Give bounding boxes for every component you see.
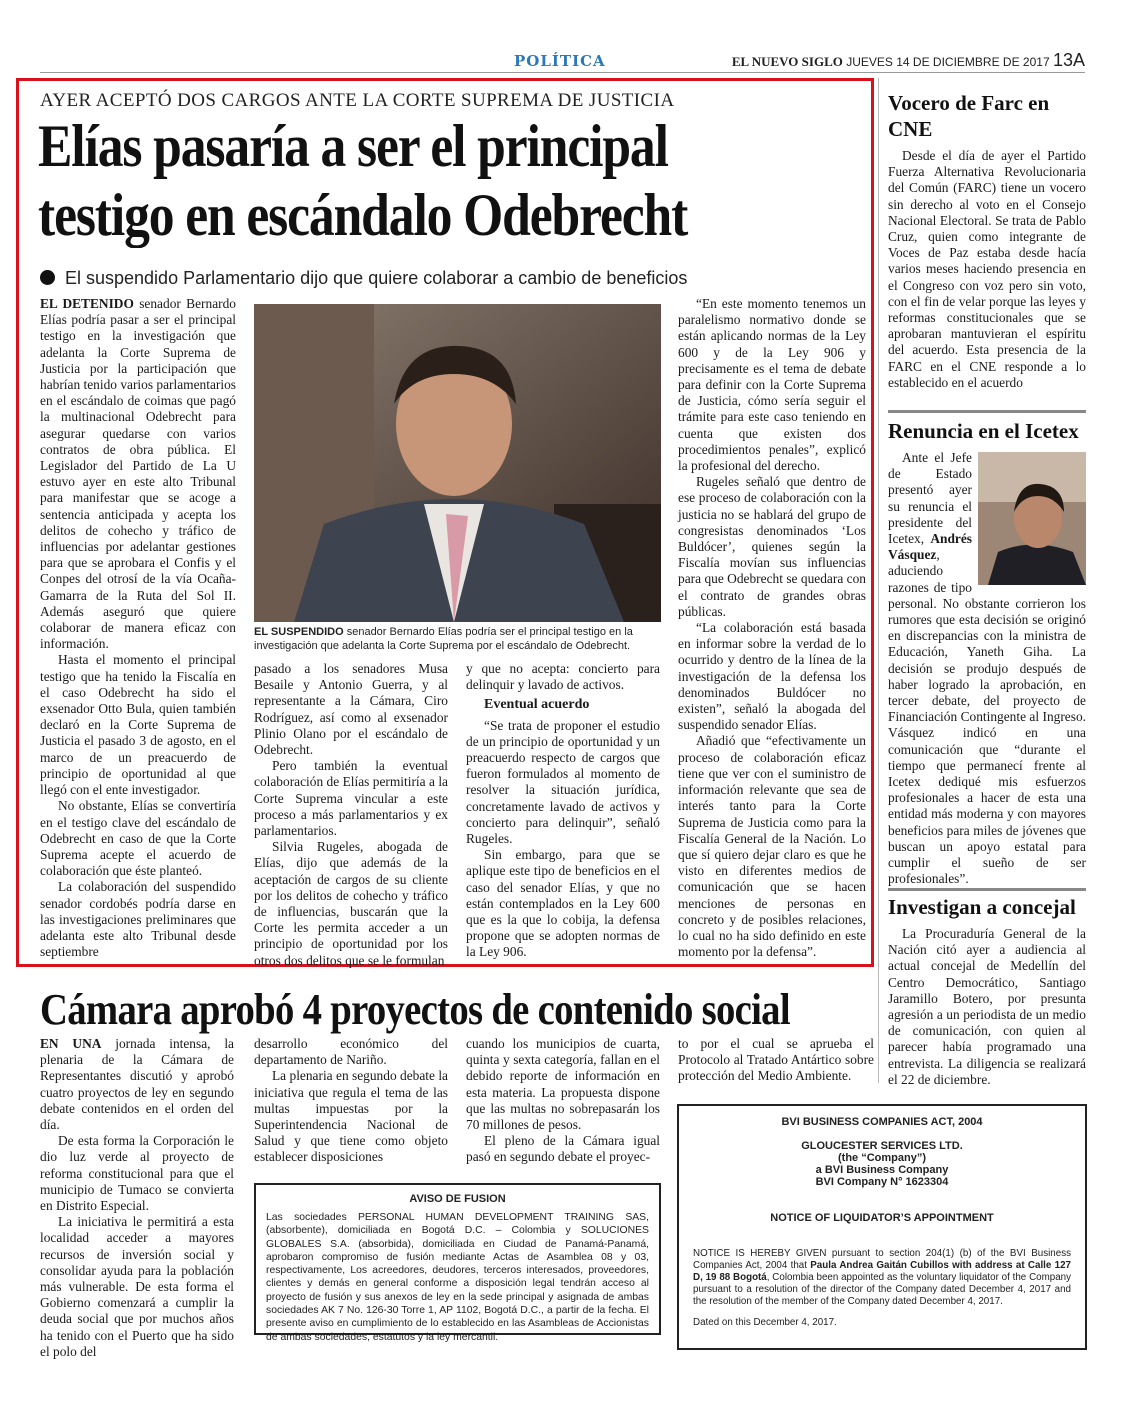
main-headline	[38, 112, 743, 250]
person-photo-icon	[978, 452, 1086, 585]
article-column-3	[466, 661, 660, 961]
headline-line-2: testigo en escándalo Odebrecht	[38, 182, 688, 248]
brief-farc	[888, 90, 1086, 391]
paragraph: “En este momento tenemos un paralelismo normativo donde se están aplicando normas de la Ley 600 y de la Ley 906 y precisamente es el tema de debate para definir con la Corte Suprema de Justicia, cómo sería seguir el trámite para este caso teniendo en cuenta que existen dos procedimientos penales”, explicó la profesional del derecho.	[678, 296, 866, 474]
subhead: Eventual acuerdo	[484, 697, 590, 713]
company-line: (the “Company”)	[838, 1152, 926, 1164]
paragraph: desarrollo económico del departamento de Nariño.	[254, 1036, 448, 1068]
lead-in: EL DETENIDO	[40, 296, 134, 311]
paragraph: La iniciativa le permitirá a esta localidad acceder a mayores recursos de inversión social y consolidar ayuda para la población más vulnerable. De esta forma el Gobierno comenzará a cumplir la deuda social que por muchos años ha tenido con el Puerto que ha sido el polo del	[40, 1214, 234, 1359]
paragraph: Desde el día de ayer el Partido Fuerza Alternativa Revolucionaria del Común (FARC) tiene un vocero sin derecho al voto en el Consejo Nacional Electoral. Se trata de Pablo Cruz, quien como integrante de Voces de Paz estaba desde hacía varios meses haciendo presencia en el Congreso con voz pero sin voto, con el fin de velar porque las leyes y reformas constitucionales que se aprobaran mantuvieran el espíritu del acuerdo. Esta presencia de la FARC en el CNE responde a lo establecido en el acuerdo	[888, 148, 1086, 390]
notice-title: BVI BUSINESS COMPANIES ACT, 2004	[781, 1116, 983, 1128]
company-block	[693, 1140, 1071, 1188]
news-photo	[254, 304, 661, 622]
paragraph: pasado a los senadores Musa Besaile y Antonio Guerra, y al representante a la Cámara, Ciro Rodríguez, así como al exsenador Plinio Olano por el escándalo de Odebrecht.	[254, 661, 448, 758]
headline-line-1: Elías pasaría a ser el principal	[38, 113, 668, 179]
paragraph: to por el cual se aprueba el Protocolo al Tratado Antártico sobre protección del Medio Ambiente.	[678, 1036, 874, 1084]
page-number: 13A	[1052, 50, 1085, 70]
brief-icetex	[888, 418, 1086, 887]
issue-date: JUEVES 14 DE DICIEMBRE DE 2017	[846, 55, 1050, 69]
brief-body	[888, 926, 1086, 1088]
company-line: a BVI Business Company	[815, 1164, 949, 1176]
paragraph: El pleno de la Cámara igual pasó en segundo debate el proyec-	[466, 1133, 660, 1165]
folio	[732, 50, 1085, 71]
notice-subtitle: NOTICE OF LIQUIDATOR’S APPOINTMENT	[770, 1212, 994, 1224]
paragraph: y que no acepta: concierto para delinquir y lavado de activos.	[466, 661, 660, 693]
paragraph: “Se trata de proponer el estudio de un principio de oportunidad y un preacuerdo respecto de cargos que fueron formulados al momento de resolver la situación jurídica, concretamente lavado de activos y concierto para delinquir”, señaló Rugeles.	[466, 717, 660, 847]
story2-column-3	[466, 1036, 660, 1166]
liquidator-name: Paula Andrea Gaitán Cubillos with address at Calle 127 D, 19 88 Bogotá	[693, 1260, 1071, 1283]
paragraph-text: , aduciendo razones de tipo personal. No obstante corrieron los rumores que esta decisión se originó en discrepancias con la ministra de Educación, Yaneth Giha. La decisión se produjo después de haber logrado la aprobación, en tercer debate, del proyecto de Financiación Contingente al Ingreso. Vásquez indicó en una comunicación que “durante el tiempo que permanecí frente al Icetex dediqué mis esfuerzos profesionales a hacer de esta una entidad más moderna y con mayores beneficios para miles de jóvenes que buscan un apoyo estatal para cumplir el sueño de ser profesionales”.	[888, 547, 1086, 887]
paragraph: La Procuraduría General de la Nación citó ayer a audiencia al actual concejal de Medellín del Centro Democrático, Santiago Jaramillo Botero, por presunta agresión a un periodista de un medio de comunicación, con quien al parecer había programado una entrevista. La diligencia se realizará el 22 de diciembre.	[888, 926, 1086, 1087]
paragraph: Rugeles señaló que dentro de ese proceso de colaboración con la justicia no se hablará del grupo de congresistas denominados ‘Los Buldócer’, quienes según la Fiscalía movían sus influencias para que Odebrecht se quedara con el contrato de grandes obras públicas.	[678, 474, 866, 619]
paragraph	[40, 296, 236, 652]
notice-text: , Colombia been appointed as the voluntary liquidator of the Company pursuant to a resolution of the director of the Company dated December 4, 2017 and the resolution of the member of the Company dated December 4, 2017.	[693, 1272, 1071, 1307]
company-number: BVI Company N° 1623304	[815, 1176, 949, 1188]
portrait-photo-icon	[254, 304, 661, 622]
brief-title: Vocero de Farc en CNE	[888, 91, 1050, 141]
paragraph: cuando los municipios de cuarta, quinta y sexta categoría, fallan en el debido reporte de información en esta materia. La propuesta dispone que las multas no sobrepasarán los 70 millones de pesos.	[466, 1036, 660, 1133]
brief-divider	[888, 410, 1086, 413]
headshot-photo	[978, 452, 1086, 585]
article-column-1	[40, 296, 236, 960]
notice-body: Las sociedades PERSONAL HUMAN DEVELOPMENT TRAINING SAS, (absorbente), domiciliada en Bogotá D.C. – Colombia y SOLUCIONES GLOBALES S.A. (absorbida), domiciliada en Ciudad de Panamá-Panamá, aprobaron compromiso de fusión mediante Actas de Asamblea 08 y 03, respectivamente, Los acreedores, deudores, terceros interesados, proveedores, clientes y demás en general conforme a disposición legal tendrán acceso al proyecto de fusión y sus anexos de ley en la sede principal y asignada de ambas sociedades AK 7 No. 126-30 Torre 1, AP 1102, Bogotá D.C., a partir de la fecha. El presente aviso en cumplimiento de lo establecido en las Asambleas de Accionistas de ambas sociedades, estatutos y la ley mercantil.	[266, 1212, 649, 1343]
paragraph: La plenaria en segundo debate la iniciativa que regula el tema de las multas impuestas por la Superintendencia Nacional de Salud y que tiene como objeto establecer disposiciones	[254, 1068, 448, 1165]
newspaper-name: EL NUEVO SIGLO	[731, 54, 843, 69]
notice-body	[693, 1248, 1071, 1308]
header-rule	[40, 72, 1085, 73]
brief-title: Investigan a concejal	[888, 895, 1076, 919]
kicker: AYER ACEPTÓ DOS CARGOS ANTE LA CORTE SUPREMA DE JUSTICIA	[40, 90, 675, 111]
caption-lead: EL SUSPENDIDO	[254, 626, 344, 638]
second-headline: Cámara aprobó 4 proyectos de contenido social	[40, 985, 790, 1034]
fusion-notice	[254, 1183, 661, 1343]
paragraph-text: Ante el Jefe de Estado presentó ayer su renuncia el presidente del Icetex,	[888, 450, 972, 547]
brief-concejal	[888, 894, 1086, 1088]
lead-in: EN UNA	[40, 1036, 102, 1051]
article-column-4	[678, 296, 866, 960]
paragraph: “La colaboración está basada en informar sobre la verdad de lo ocurrido y dentro de la línea de la investigación de la defensa los denominados Buldócer no existen”, señaló la abogada del suspendido senador Elías.	[678, 620, 866, 733]
caption-text: senador Bernardo Elías podría ser el principal testigo en la investigación que adelanta la Corte Suprema por el escándalo de Odebrecht.	[254, 626, 633, 652]
paragraph: Añadió que “efectivamente un proceso de colaboración eficaz tiene que ver con el suministro de información relevante que sea de interés tanto para la Corte Suprema de Justicia como para la Fiscalía General de la Nación. Lo que sí quiero dejar claro es que he visto en diferentes medios de comunicación que se hacen menciones de personas en concreto y de posibles relaciones, lo cual no ha sido definido en este momento por la defensa”.	[678, 733, 866, 960]
paragraph: No obstante, Elías se convertiría en el testigo clave del escándalo de Odebrecht en caso de que la Corte Suprema acepte el acuerdo de colaboración que éste planteó.	[40, 798, 236, 879]
brief-divider	[888, 888, 1086, 891]
notice-text: NOTICE IS HEREBY GIVEN pursuant to section 204(1) (b) of the BVI Business Companies Act, 2004 that	[693, 1248, 1071, 1271]
deck	[40, 268, 687, 289]
paragraph: Pero también la eventual colaboración de Elías permitiría a la Corte Suprema vincular a este proceso a más parlamentarios y ex parlamentarios.	[254, 758, 448, 839]
paragraph-text: jornada intensa, la plenaria de la Cámara de Representantes discutió y aprobó cuatro proyectos de ley en segundo debate contenidos en el orden del día.	[40, 1036, 234, 1133]
article-column-2	[254, 661, 448, 969]
paragraph	[40, 1036, 234, 1133]
company-name: GLOUCESTER SERVICES LTD.	[801, 1140, 963, 1152]
story2-column-2	[254, 1036, 448, 1166]
column-rule	[878, 78, 879, 1083]
brief-title: Renuncia en el Icetex	[888, 419, 1079, 443]
section-label: POLÍTICA	[514, 52, 606, 70]
paragraph: Silvia Rugeles, abogada de Elías, dijo que además de la aceptación de cargos de su cliente por los delitos de cohecho y tráfico de influencias, buscarán que la Corte les permita acceder a un principio de oportunidad por los otros dos delitos que se le formulan	[254, 839, 448, 968]
person-name: Andrés Vásquez	[888, 531, 972, 563]
photo-caption	[254, 625, 661, 653]
paragraph-text: senador Bernardo Elías podría pasar a ser el principal testigo en la investigación que adelanta la Corte Suprema de Justicia por la participación que habrían tenido varios parlamentarios en el escándalo de coimas que pagó la multinacional Odebrecht para asegurar quedarse con varios contratos de obra pública. El Legislador del Partido de La U estuvo ayer en este alto Tribunal para manifestar que se acoge a sentencia anticipada y acepta los delitos de cohecho y tráfico de influencias por adelantar gestiones para que se aprobara el Confis y el Conpes del otrosí de la vía Ocaña-Gamarra de la Ruta del Sol II. Además aseguró que quiere colaborar de manera eficaz con información.	[40, 296, 236, 652]
notice-dated: Dated on this December 4, 2017.	[693, 1317, 837, 1328]
paragraph: De esta forma la Corporación le dio luz verde al proyecto de reforma constitucional para que el municipio de Tumaco se convierta en Distrito Especial.	[40, 1133, 234, 1214]
paragraph: Hasta el momento el principal testigo que ha tenido la Fiscalía en el caso Odebrecht ha sido el exsenador Otto Bula, quien también declaró en la Corte Suprema de Justicia el pasado 3 de agosto, en el marco de un preacuerdo de principio de oportunidad al que llegó con el ente investigador.	[40, 652, 236, 798]
deck-text: El suspendido Parlamentario dijo que quiere colaborar a cambio de beneficios	[65, 268, 688, 288]
notice-title: AVISO DE FUSION	[409, 1193, 506, 1205]
story2-column-4	[678, 1036, 874, 1085]
bullet-icon	[40, 270, 55, 285]
paragraph: Sin embargo, para que se aplique este tipo de beneficios en el caso del senador Elías, y que no están contemplados en la Ley 600 que es la que lo cobija, la defensa propone que se adopten normas de la Ley 906.	[466, 847, 660, 960]
bvi-notice	[677, 1104, 1087, 1350]
story2-column-1	[40, 1036, 234, 1360]
paragraph: La colaboración del suspendido senador cordobés podría darse en las investigaciones preliminares que adelanta este alto Tribunal desde septiembre	[40, 879, 236, 960]
brief-body	[888, 148, 1086, 391]
